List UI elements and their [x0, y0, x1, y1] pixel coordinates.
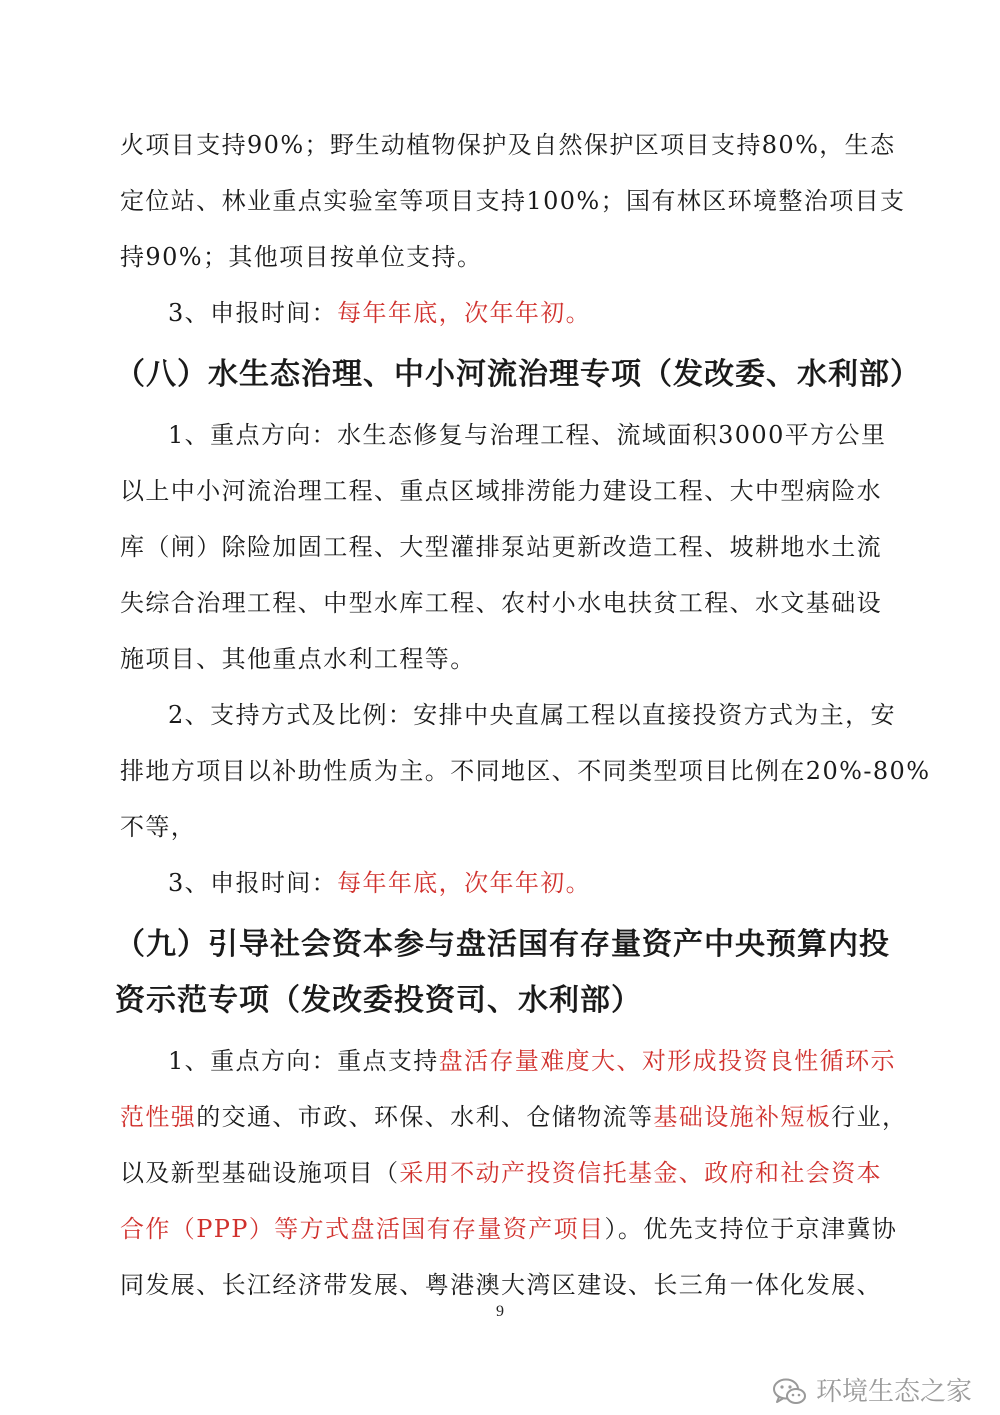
- highlight-segment: 合作（PPP）等方式盘活国有存量资产项目: [120, 1215, 605, 1243]
- paragraph-line: [120, 1212, 898, 1246]
- paragraph-line: 1、重点方向：水生态修复与治理工程、流域面积3000平方公里: [168, 421, 887, 449]
- paragraph-line: 施项目、其他重点水利工程等。: [120, 645, 476, 673]
- text-segment: 行业，: [831, 1103, 908, 1131]
- watermark: [772, 1376, 972, 1408]
- wechat-icon: [772, 1377, 808, 1407]
- text-segment: 的交通、市政、环保、水利、仓储物流等: [196, 1103, 654, 1131]
- section-heading-8: （八）水生态治理、中小河流治理专项（发改委、水利部）: [115, 357, 921, 392]
- deadline-line: [168, 866, 880, 900]
- paragraph-line: 排地方项目以补助性质为主。不同地区、不同类型项目比例在20%-80%: [120, 757, 931, 785]
- section-heading-9-line-1: （九）引导社会资本参与盘活国有存量资产中央预算内投: [115, 927, 890, 962]
- deadline-value: 每年年底，次年年初。: [337, 299, 592, 327]
- highlight-segment: 盘活存量难度大、对形成投资良性循环示: [438, 1047, 896, 1075]
- paragraph-line: [168, 1044, 896, 1078]
- paragraph-line: [120, 1156, 883, 1190]
- text-segment: 1、重点方向：重点支持: [168, 1047, 439, 1075]
- deadline-value: 每年年底，次年年初。: [337, 869, 592, 897]
- paragraph-line: 不等，: [120, 813, 197, 841]
- paragraph-line: 持90%；其他项目按单位支持。: [120, 243, 483, 271]
- deadline-label: 3、申报时间：: [168, 869, 338, 897]
- paragraph-line: 火项目支持90%；野生动植物保护及自然保护区项目支持80%，生态: [120, 131, 896, 159]
- page-number: 9: [496, 1303, 504, 1320]
- paragraph-line: 2、支持方式及比例：安排中央直属工程以直接投资方式为主，安: [168, 701, 896, 729]
- paragraph-line: 同发展、长江经济带发展、粤港澳大湾区建设、长三角一体化发展、: [120, 1271, 882, 1299]
- text-segment: ）。优先支持位于京津冀协: [604, 1215, 898, 1243]
- highlight-segment: 范性强: [120, 1103, 197, 1131]
- highlight-segment: 采用不动产投资信托基金、政府和社会资本: [399, 1159, 883, 1187]
- paragraph-line: 失综合治理工程、中型水库工程、农村小水电扶贫工程、水文基础设: [120, 589, 882, 617]
- paragraph-line: 定位站、林业重点实验室等项目支持100%；国有林区环境整治项目支: [120, 187, 906, 215]
- deadline-line: [168, 296, 880, 330]
- paragraph-line: 库（闸）除险加固工程、大型灌排泵站更新改造工程、坡耕地水土流: [120, 533, 882, 561]
- text-segment: 以及新型基础设施项目（: [120, 1159, 400, 1187]
- watermark-text: 环境生态之家: [815, 1377, 972, 1407]
- section-heading-9-line-2: 资示范专项（发改委投资司、水利部）: [115, 983, 642, 1018]
- paragraph-line: [120, 1100, 908, 1134]
- highlight-segment: 基础设施补短板: [653, 1103, 832, 1131]
- paragraph-line: 以上中小河流治理工程、重点区域排涝能力建设工程、大中型病险水: [120, 477, 882, 505]
- deadline-label: 3、申报时间：: [168, 299, 338, 327]
